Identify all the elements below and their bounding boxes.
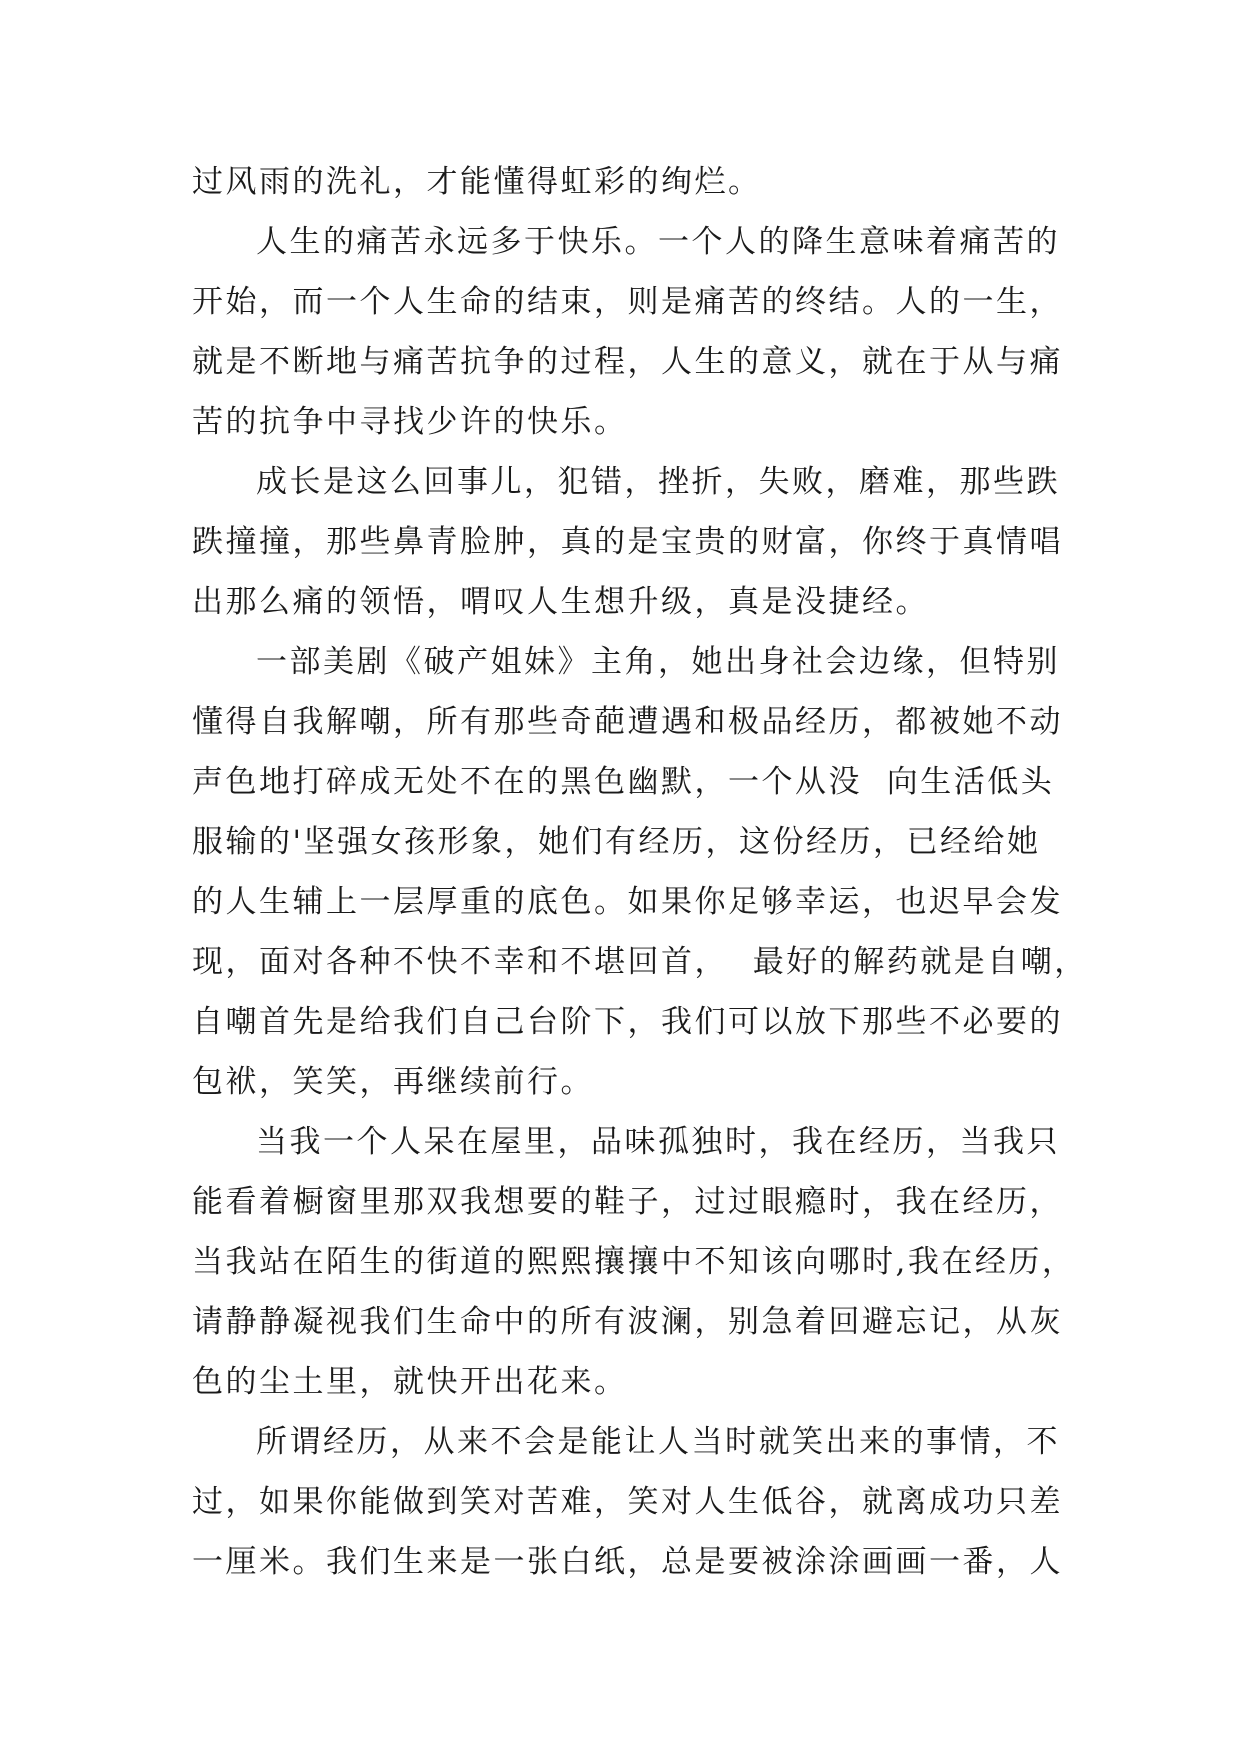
text-line: 服输的'坚强女孩形象，她们有经历，这份经历，已经给她 (192, 824, 1041, 860)
text-line: 就是不断地与痛苦抗争的过程，人生的意义，就在于从与痛 (192, 344, 1063, 380)
text-line: 当我一个人呆在屋里，品味孤独时，我在经历，当我只 (256, 1124, 1060, 1160)
text-line: 能看着橱窗里那双我想要的鞋子，过过眼瘾时，我在经历， (192, 1184, 1063, 1220)
text-line: 请静静凝视我们生命中的所有波澜，别急着回避忘记，从灰 (192, 1304, 1063, 1340)
text-line: 一部美剧《破产姐妹》主角，她出身社会边缘，但特别 (256, 644, 1060, 680)
text-line: 出那么痛的领悟，喟叹人生想升级，真是没捷经。 (192, 584, 929, 620)
text-line: 的人生辅上一层厚重的底色。如果你足够幸运，也迟早会发 (192, 884, 1063, 920)
text-line: 懂得自我解嘲，所有那些奇葩遭遇和极品经历，都被她不动 (192, 704, 1063, 740)
text-line: 成长是这么回事儿，犯错，挫折，失败，磨难，那些跌 (256, 464, 1060, 500)
text-line: 过，如果你能做到笑对苦难，笑对人生低谷，就离成功只差 (192, 1484, 1063, 1520)
text-line: 过风雨的洗礼，才能懂得虹彩的绚烂。 (192, 164, 762, 200)
text-line: 声色地打碎成无处不在的黑色幽默，一个从没 向生活低头 (192, 764, 1055, 800)
text-line: 包袱，笑笑，再继续前行。 (192, 1064, 594, 1100)
text-line: 跌撞撞，那些鼻青脸肿，真的是宝贵的财富，你终于真情唱 (192, 524, 1063, 560)
text-line: 人生的痛苦永远多于快乐。一个人的降生意味着痛苦的 (256, 224, 1060, 260)
text-line: 一厘米。我们生来是一张白纸，总是要被涂涂画画一番，人 (192, 1544, 1063, 1580)
text-line: 自嘲首先是给我们自己台阶下，我们可以放下那些不必要的 (192, 1004, 1063, 1040)
text-line: 色的尘土里，就快开出花来。 (192, 1364, 628, 1400)
text-line: 当我站在陌生的街道的熙熙攘攘中不知该向哪时,我在经历， (192, 1244, 1076, 1280)
text-line: 开始，而一个人生命的结束，则是痛苦的终结。人的一生， (192, 284, 1063, 320)
text-line: 苦的抗争中寻找少许的快乐。 (192, 404, 628, 440)
text-line: 所谓经历，从来不会是能让人当时就笑出来的事情，不 (256, 1424, 1060, 1460)
body-text (192, 152, 1088, 1592)
text-line: 现，面对各种不快不幸和不堪回首， 最好的解药就是自嘲， (192, 944, 1088, 980)
